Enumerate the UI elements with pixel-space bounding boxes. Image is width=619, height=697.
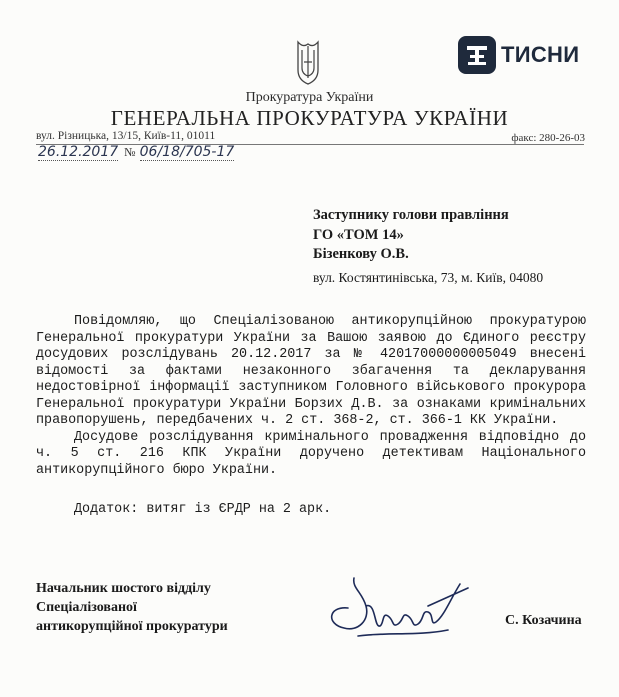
org-fax: факс: 280-26-03	[511, 132, 585, 144]
addressee-name: Бізенкову О.В.	[313, 246, 409, 262]
addressee-block	[313, 206, 543, 286]
org-name-title: ГЕНЕРАЛЬНА ПРОКУРАТУРА УКРАЇНИ	[110, 106, 509, 130]
tysny-logo-icon	[458, 36, 496, 74]
handwritten-signature	[318, 566, 478, 644]
logo-text: ТИСНИ	[501, 42, 580, 67]
letter-body	[36, 314, 586, 519]
org-address: вул. Різницька, 13/15, Київ-11, 01011	[36, 130, 216, 142]
signatory-name: С. Козачина	[505, 613, 582, 628]
registration-number-label: №	[124, 145, 136, 159]
body-paragraph-1: Повідомляю, що Спеціалізованою антикорупційною прокуратурою Генеральної прокуратури України за Вашою заявою до Єдиного реєстру досудових розслідувань 20.12.2017 за № 42017000000005049 внесені відомості за фактами незаконного збагачення та декларування недостовірної інформації заступником Головного військового прокурора Генеральної прокуратури України Борзих Д.В. за ознаками кримінальних правопорушень, передбачених ч. 2 ст. 368-2, ст. 366-1 КК України.	[36, 314, 586, 428]
signatory-title-line-2: Спеціалізованої	[36, 600, 137, 615]
registration-date: 26.12.2017	[38, 144, 119, 160]
trident-emblem-icon	[294, 38, 322, 88]
addressee-street: вул. Костянтинівська, 73, м. Київ, 04080	[313, 269, 544, 285]
addressee-position: Заступнику голови правління	[313, 207, 509, 223]
signatory-title	[36, 579, 228, 636]
tysny-logo	[458, 36, 579, 74]
attachment-note: Додаток: витяг із ЄРДР на 2 арк.	[74, 502, 332, 517]
body-paragraph-2: Досудове розслідування кримінального провадження відповідно до ч. 5 ст. 216 КПК України доручено детективам Національного антикорупційного бюро України.	[36, 429, 586, 478]
addressee-organization: ГО «ТОМ 14»	[313, 226, 404, 243]
registration-number: 06/18/705-17	[139, 144, 235, 160]
signatory-title-line-3: антикорупційної прокуратури	[36, 619, 228, 634]
signatory-title-line-1: Начальник шостого відділу	[36, 581, 211, 596]
registration-line	[38, 144, 234, 161]
org-name-small: Прокуратура України	[245, 90, 374, 105]
